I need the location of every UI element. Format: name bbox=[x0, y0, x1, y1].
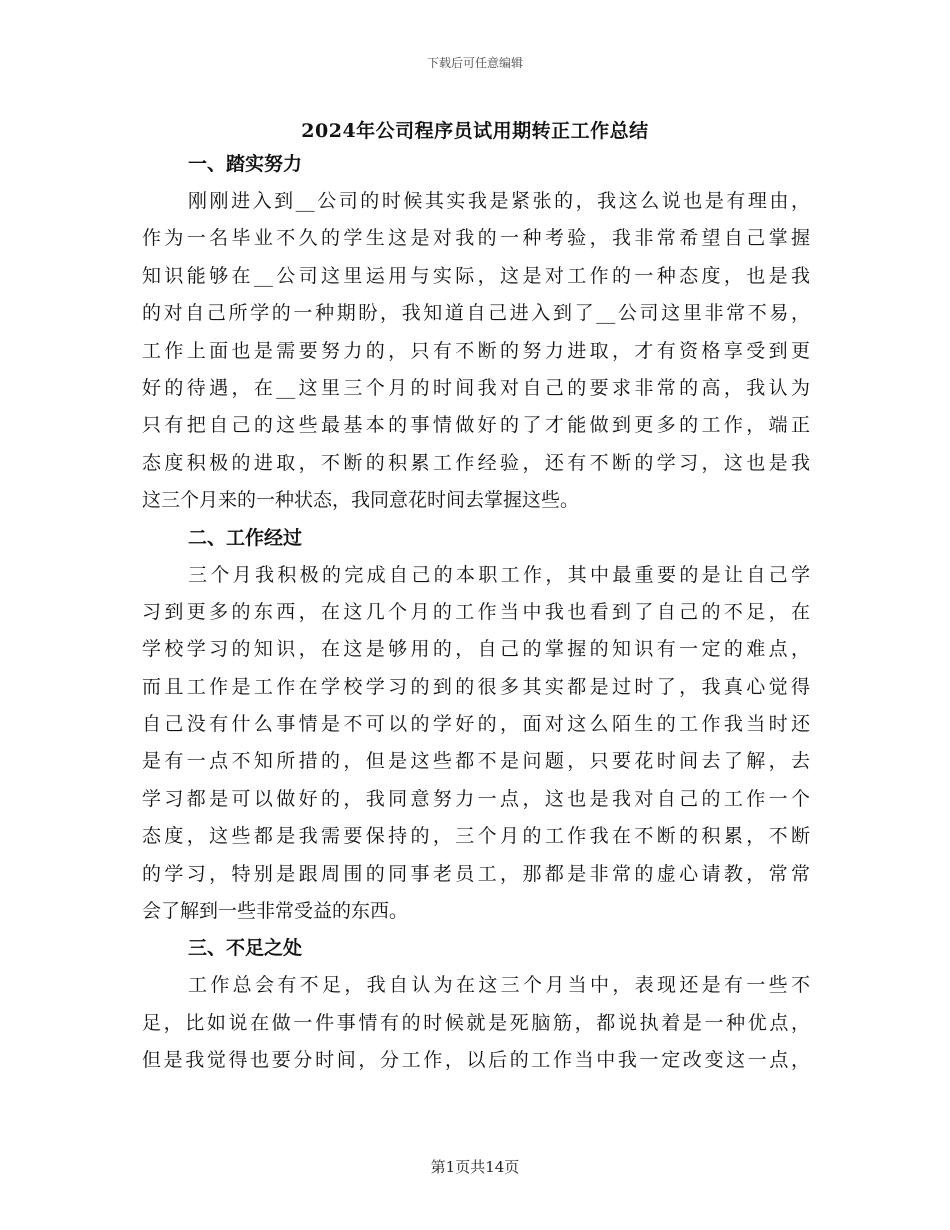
page-footer: 第1页共14页 bbox=[430, 1158, 520, 1176]
text-line: 的学习，特别是跟周围的同事老员工，那都是非常的虚心请教，常常 bbox=[142, 862, 810, 885]
text-line: 好的待遇，在__这里三个月的时间我对自己的要求非常的高，我认为 bbox=[142, 376, 810, 399]
text-line: 学校学习的知识，在这是够用的，自己的掌握的知识有一定的难点， bbox=[142, 638, 810, 661]
text-line: 这三个月来的一种状态，我同意花时间去掌握这些。 bbox=[142, 489, 580, 512]
header-note: 下载后可任意编辑 bbox=[426, 56, 523, 70]
text-line: 自己没有什么事情是不可以的学好的，面对这么陌生的工作我当时还 bbox=[142, 713, 810, 736]
text-line: 工作上面也是需要努力的，只有不断的努力进取，才有资格享受到更 bbox=[142, 339, 810, 362]
text-line: 而且工作是工作在学校学习的到的很多其实都是过时了，我真心觉得 bbox=[142, 675, 810, 698]
document-title: 2024年公司程序员试用期转正工作总结 bbox=[301, 120, 649, 142]
text-line: 学习都是可以做好的，我同意努力一点，这也是我对自己的工作一个 bbox=[142, 787, 810, 810]
text-line: 的对自己所学的一种期盼，我知道自己进入到了__公司这里非常不易， bbox=[142, 302, 810, 325]
text-line: 刚刚进入到__公司的时候其实我是紧张的，我这么说也是有理由， bbox=[188, 190, 810, 212]
text-line: 是有一点不知所措的，但是这些都不是问题，只要花时间去了解，去 bbox=[142, 750, 810, 773]
text-line: 知识能够在__公司这里运用与实际，这是对工作的一种态度，也是我 bbox=[142, 264, 810, 287]
section-3 bbox=[142, 930, 810, 1079]
section-heading: 三、不足之处 bbox=[188, 937, 303, 960]
text-line: 态度积极的进取，不断的积累工作经验，还有不断的学习，这也是我 bbox=[142, 451, 810, 474]
text-line: 三个月我积极的完成自己的本职工作，其中最重要的是让自己学 bbox=[188, 563, 810, 586]
text-line: 只有把自己的这些最基本的事情做好的了才能做到更多的工作，端正 bbox=[142, 414, 810, 437]
text-line: 会了解到一些非常受益的东西。 bbox=[142, 900, 409, 923]
text-line: 足，比如说在做一件事情有的时候就是死脑筋，都说执着是一种优点， bbox=[142, 1011, 810, 1034]
section-heading: 一、踏实努力 bbox=[188, 153, 303, 175]
document-body bbox=[142, 146, 810, 1080]
text-line: 态度，这些都是我需要保持的，三个月的工作我在不断的积累，不断 bbox=[142, 825, 810, 848]
section-paragraph bbox=[142, 557, 810, 931]
text-line: 作为一名毕业不久的学生这是对我的一种考验，我非常希望自己掌握 bbox=[142, 227, 810, 250]
section-1 bbox=[142, 146, 810, 520]
text-line: 但是我觉得也要分时间，分工作，以后的工作当中我一定改变这一点， bbox=[142, 1049, 810, 1072]
text-line: 工作总会有不足，我自认为在这三个月当中，表现还是有一些不 bbox=[188, 974, 810, 997]
section-heading: 二、工作经过 bbox=[188, 526, 303, 549]
text-line: 习到更多的东西，在这几个月的工作当中我也看到了自己的不足，在 bbox=[142, 600, 810, 623]
section-paragraph bbox=[142, 967, 810, 1079]
section-2 bbox=[142, 520, 810, 931]
section-paragraph bbox=[142, 183, 810, 520]
